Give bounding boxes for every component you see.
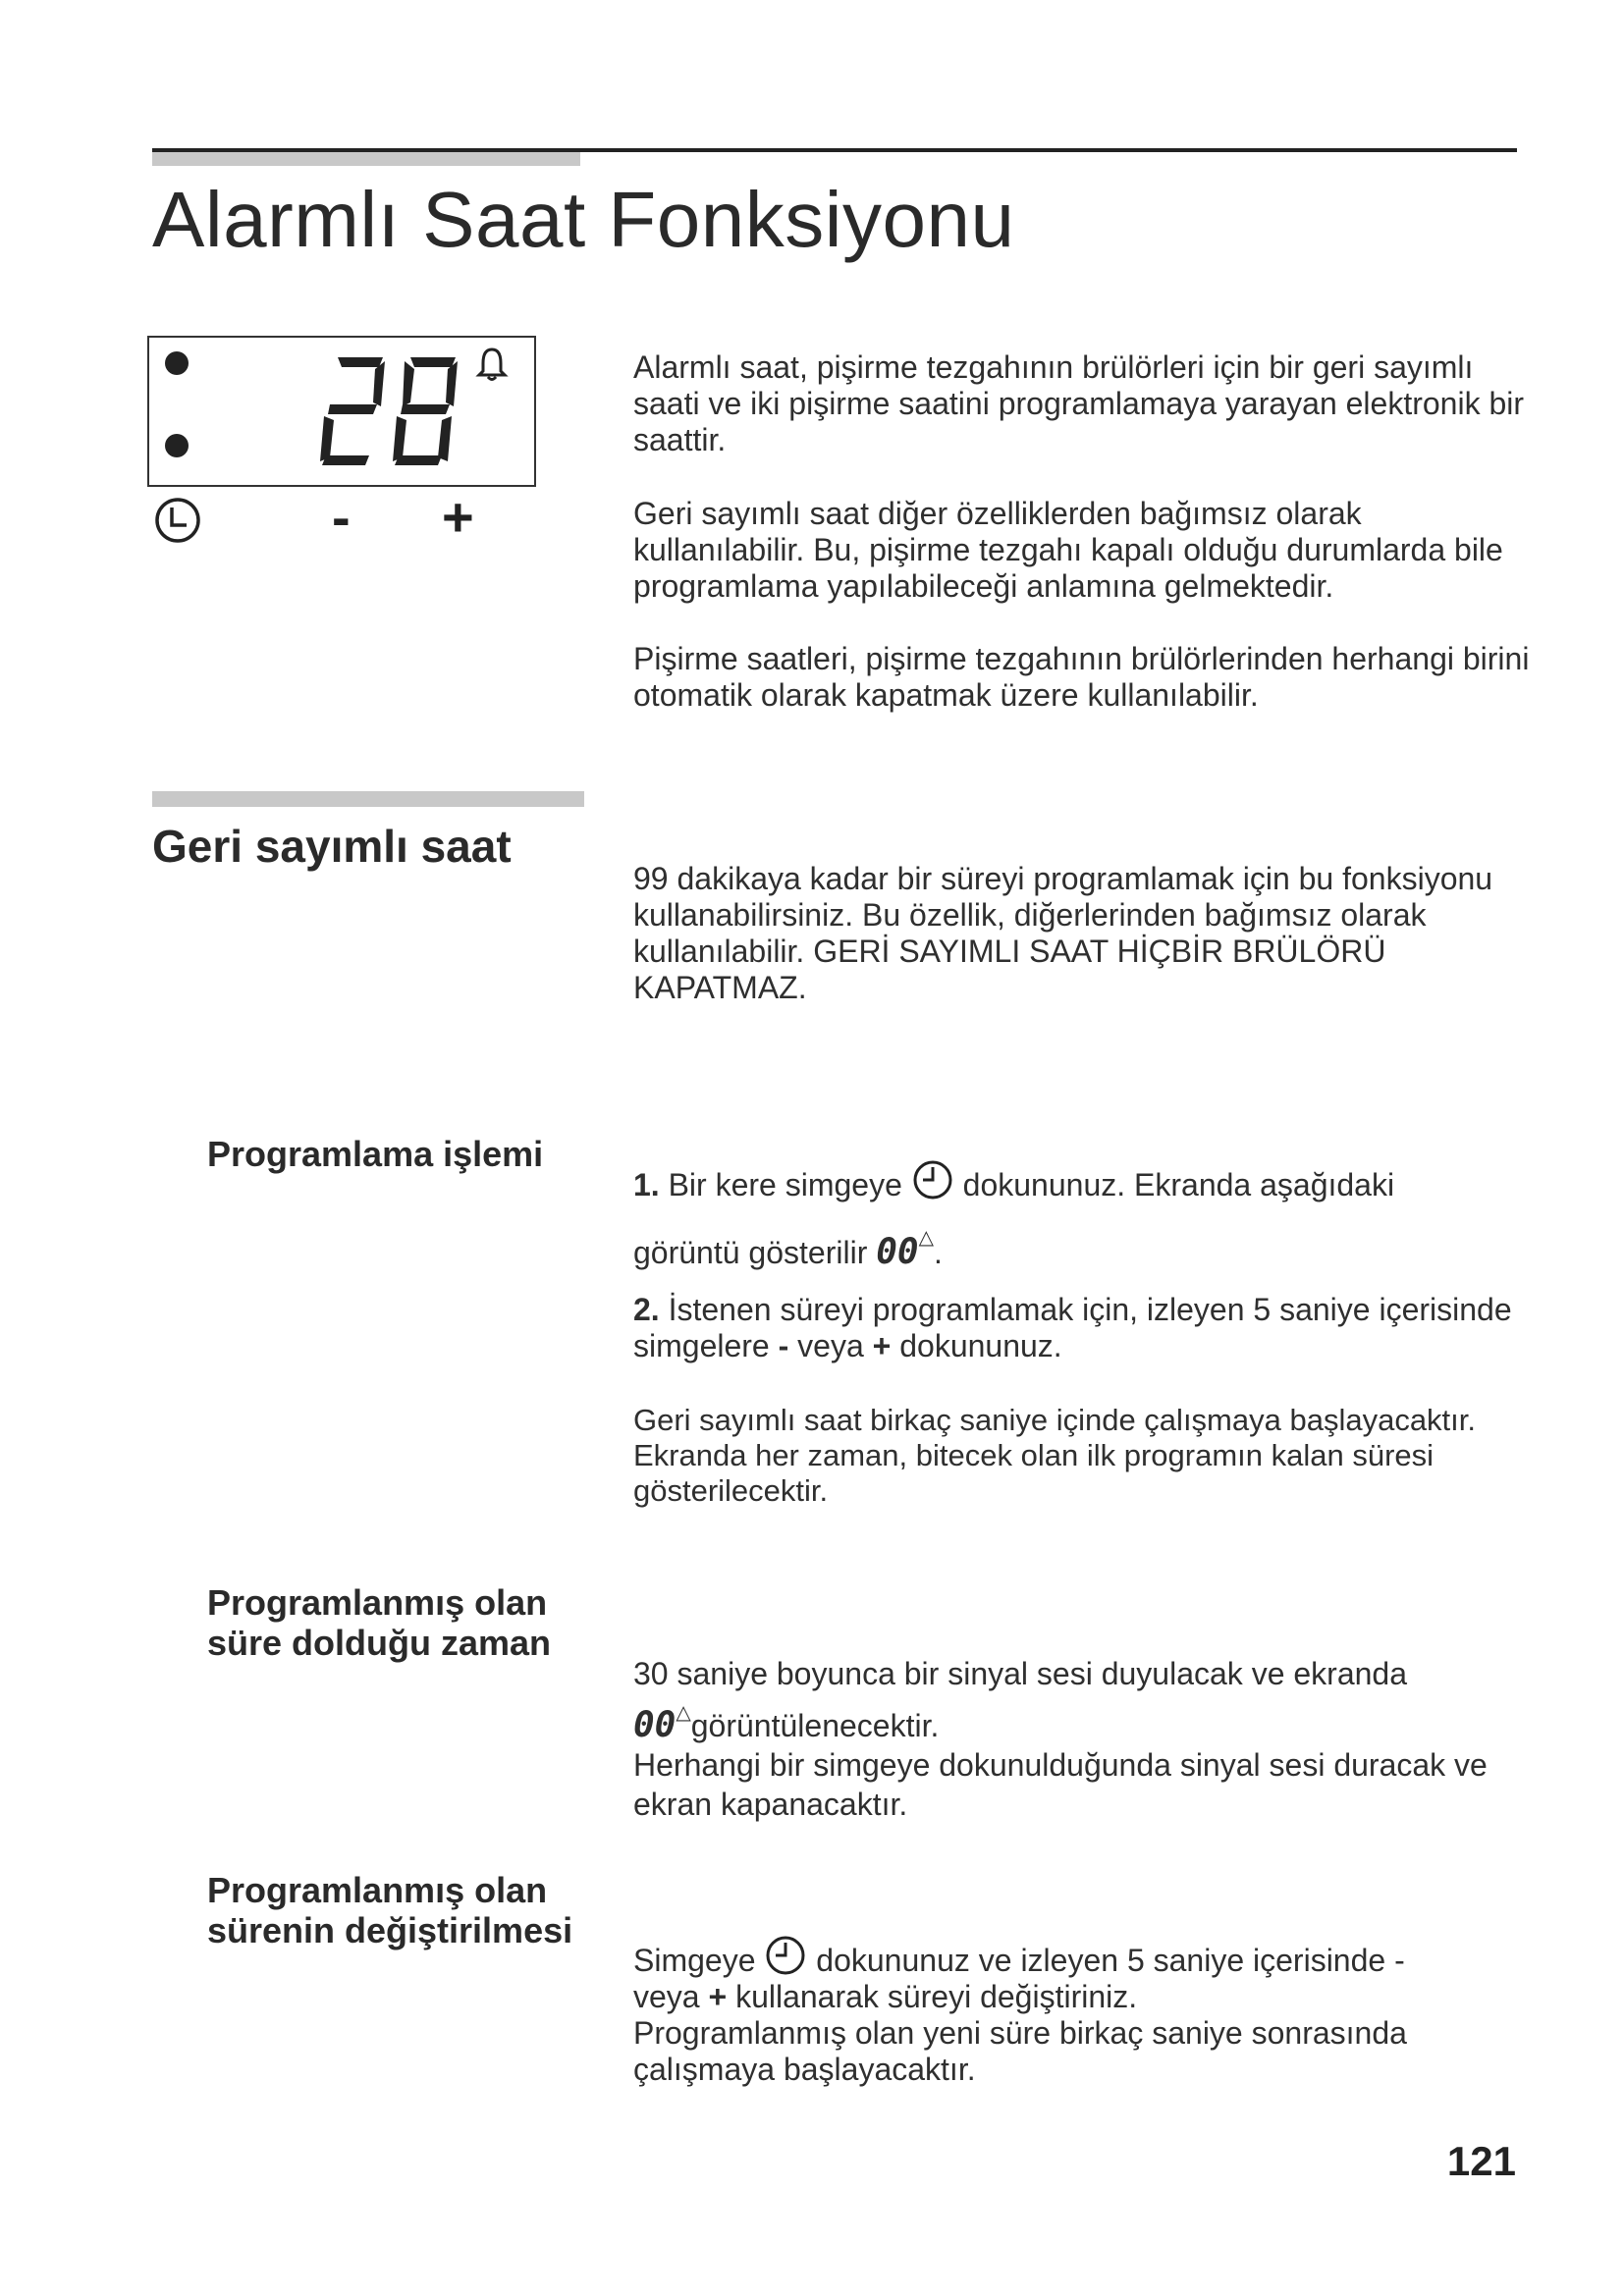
intro-paragraph-2: Geri sayımlı saat diğer özelliklerden bağımsız olarak kullanılabilir. Bu, pişirme tezgahı kapalı olduğu durumlarda bile programlama yapılabileceği anlamına gelmektedir.: [633, 496, 1503, 604]
text: 30 saniye boyunca bir sinyal sesi duyulacak ve ekranda: [633, 1656, 1408, 1691]
step-2: [633, 1292, 1537, 1364]
bell-icon: [475, 346, 509, 383]
minus-button[interactable]: -: [332, 486, 351, 548]
plus-button[interactable]: +: [442, 486, 474, 548]
intro-paragraph-3: Pişirme saatleri, pişirme tezgahının brülörlerinden herhangi birini otomatik olarak kapatmak üzere kullanılabilir.: [633, 641, 1530, 713]
step-text: Bir kere simgeye: [668, 1167, 902, 1202]
display-readout: 00: [876, 1232, 919, 1272]
display-readout: 00: [633, 1705, 677, 1745]
text: kullanarak süreyi değiştiriniz.: [735, 1979, 1138, 2014]
section-rule: [152, 791, 584, 807]
step-text: .: [933, 1235, 943, 1270]
subheading-line: Programlanmış olan: [207, 1870, 548, 1910]
page-title: Alarmlı Saat Fonksiyonu: [152, 176, 1015, 263]
change-text: [633, 1934, 1537, 2088]
text: Programlanmış olan yeni süre birkaç saniye sonrasında çalışmaya başlayacaktır.: [633, 2015, 1407, 2087]
step-text: görüntü gösterilir: [633, 1235, 868, 1270]
bell-icon: △: [676, 1702, 691, 1724]
subheading-change: [207, 1870, 572, 1950]
text: görüntülenecektir.: [690, 1708, 940, 1743]
subheading-line: Programlanmış olan: [207, 1582, 548, 1623]
section-heading: Geri sayımlı saat: [152, 821, 512, 872]
header-rule-accent: [152, 152, 580, 166]
text: dokununuz ve izleyen 5 saniye içerisinde -: [816, 1943, 1405, 1978]
finished-text: [633, 1654, 1537, 1824]
subheading-programming: Programlama işlemi: [207, 1134, 544, 1174]
step-text: veya: [797, 1328, 864, 1363]
clock-icon: [911, 1158, 954, 1201]
subheading-line: sürenin değiştirilmesi: [207, 1910, 573, 1950]
plus-symbol: +: [708, 1979, 728, 2014]
step-number: 2.: [633, 1292, 660, 1327]
display-panel: [147, 336, 536, 487]
clock-icon: [764, 1934, 807, 1977]
step-text: dokununuz. Ekranda aşağıdaki: [962, 1167, 1395, 1202]
programming-note: Geri sayımlı saat birkaç saniye içinde çalışmaya başlayacaktır. Ekranda her zaman, bitecek olan ilk programın kalan süresi gösterilecektir.: [633, 1403, 1477, 1508]
step-1: [633, 1158, 1537, 1279]
dot-indicator-icon: [165, 351, 189, 375]
subheading-finished: [207, 1582, 551, 1663]
bell-icon: △: [918, 1227, 934, 1249]
plus-symbol: +: [872, 1328, 892, 1363]
step-number: 1.: [633, 1167, 660, 1202]
text: Herhangi bir simgeye dokunulduğunda sinyal sesi duracak ve ekran kapanacaktır.: [633, 1747, 1488, 1822]
step-text: dokununuz.: [899, 1328, 1062, 1363]
clock-icon[interactable]: [153, 496, 202, 545]
dot-indicator-icon: [165, 434, 189, 457]
step-text: İstenen süreyi programlamak için, izleyen 5 saniye içerisinde simgelere: [633, 1292, 1512, 1363]
section-intro: 99 dakikaya kadar bir süreyi programlamak için bu fonksiyonu kullanabilirsiniz. Bu özellik, diğerlerinden bağımsız olarak kullanılabilir. GERİ SAYIMLI SAAT HİÇBİR BRÜLÖRÜ KAPATMAZ.: [633, 861, 1493, 1005]
page-number: 121: [1446, 2138, 1516, 2184]
minus-symbol: -: [778, 1328, 789, 1363]
text: veya: [633, 1979, 700, 2014]
seven-segment-digits: [316, 353, 483, 471]
subheading-line: süre dolduğu zaman: [207, 1623, 552, 1663]
intro-paragraph-1: Alarmlı saat, pişirme tezgahının brülörleri için bir geri sayımlı saati ve iki pişirme saatini programlamaya yarayan elektronik bir saattir.: [633, 349, 1525, 457]
text: Simgeye: [633, 1943, 756, 1978]
